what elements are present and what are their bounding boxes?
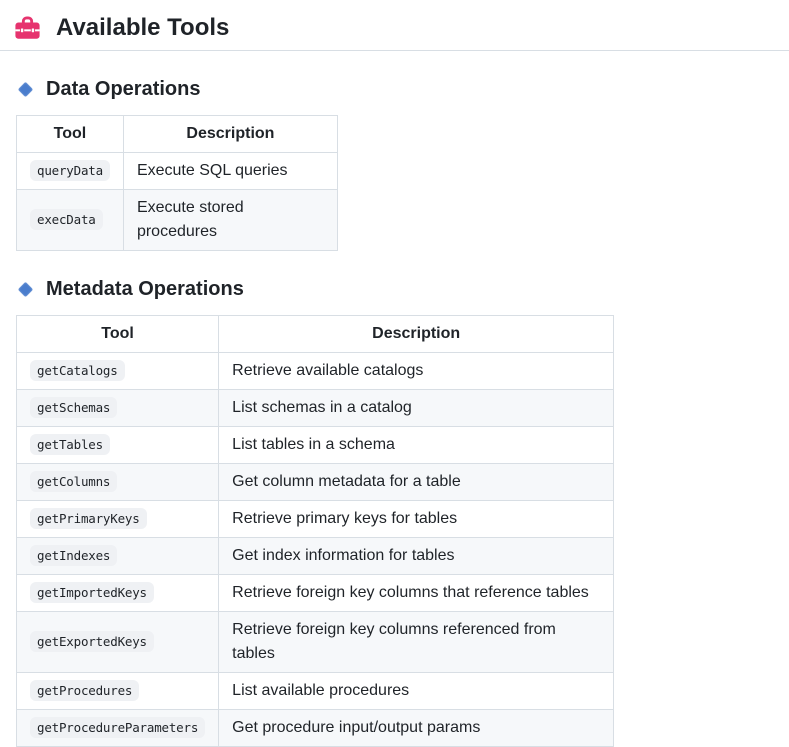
tool-description: Retrieve foreign key columns that reference tables	[219, 575, 614, 612]
page-title-text: Available Tools	[56, 14, 230, 41]
data-operations-table	[16, 115, 338, 251]
tool-name-code: getSchemas	[30, 397, 117, 418]
tool-name-code: execData	[30, 209, 103, 230]
tool-description: Execute stored procedures	[123, 190, 337, 251]
tool-description: Execute SQL queries	[123, 153, 337, 190]
section-data-operations	[16, 77, 773, 251]
table-row	[17, 673, 614, 710]
tool-name-code: getTables	[30, 434, 110, 455]
table-header-row	[17, 316, 614, 353]
table-row	[17, 390, 614, 427]
section-metadata-operations	[16, 277, 773, 747]
table-row	[17, 353, 614, 390]
tool-description: Retrieve available catalogs	[219, 353, 614, 390]
section-title-metadata-operations	[16, 277, 773, 301]
blue-diamond-icon	[18, 281, 34, 297]
table-row	[17, 427, 614, 464]
tool-name-code: getProcedures	[30, 680, 139, 701]
metadata-operations-table	[16, 315, 614, 747]
column-header-tool: Tool	[17, 116, 124, 153]
page-title	[0, 12, 789, 51]
tool-name-code: getPrimaryKeys	[30, 508, 147, 529]
table-header-row	[17, 116, 338, 153]
section-title-text: Metadata Operations	[46, 278, 244, 300]
tool-name-code: getIndexes	[30, 545, 117, 566]
tool-description: Retrieve primary keys for tables	[219, 501, 614, 538]
tool-description: List tables in a schema	[219, 427, 614, 464]
section-title-data-operations	[16, 77, 773, 101]
column-header-tool: Tool	[17, 316, 219, 353]
table-row	[17, 464, 614, 501]
section-title-text: Data Operations	[46, 78, 201, 100]
tool-name-code: queryData	[30, 160, 110, 181]
table-row	[17, 538, 614, 575]
tool-name-code: getCatalogs	[30, 360, 125, 381]
table-row	[17, 710, 614, 747]
tool-description: List available procedures	[219, 673, 614, 710]
tool-name-code: getProcedureParameters	[30, 717, 205, 738]
table-row	[17, 612, 614, 673]
tool-description: Retrieve foreign key columns referenced from tables	[219, 612, 614, 673]
table-row	[17, 190, 338, 251]
tool-description: List schemas in a catalog	[219, 390, 614, 427]
tool-description: Get index information for tables	[219, 538, 614, 575]
blue-diamond-icon	[18, 81, 34, 97]
column-header-description: Description	[219, 316, 614, 353]
table-row	[17, 501, 614, 538]
tool-description: Get column metadata for a table	[219, 464, 614, 501]
toolbox-icon	[14, 15, 41, 40]
tool-name-code: getExportedKeys	[30, 631, 154, 652]
column-header-description: Description	[123, 116, 337, 153]
tool-description: Get procedure input/output params	[219, 710, 614, 747]
tool-name-code: getImportedKeys	[30, 582, 154, 603]
tool-name-code: getColumns	[30, 471, 117, 492]
table-row	[17, 575, 614, 612]
table-row	[17, 153, 338, 190]
